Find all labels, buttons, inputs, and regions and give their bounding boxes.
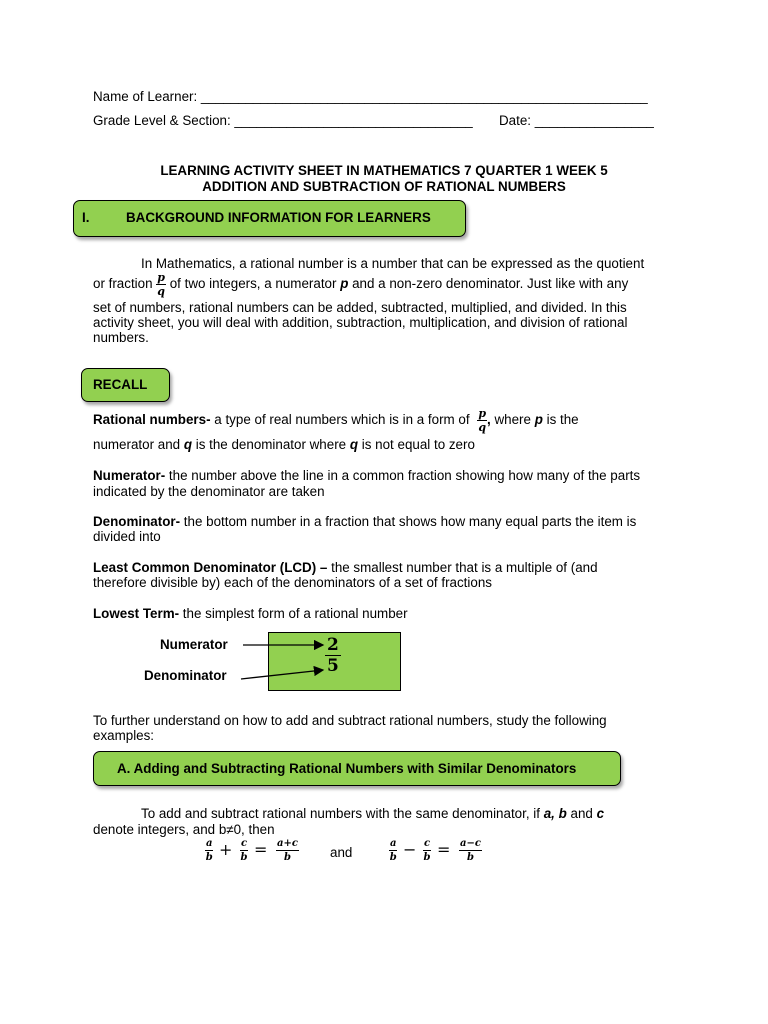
rule-text: and <box>570 806 593 821</box>
sheet-subtitle: ADDITION AND SUBTRACTION OF RATIONAL NUMBERS <box>202 179 566 194</box>
variable-p: p <box>340 276 349 292</box>
formula-frac-sum <box>276 838 299 863</box>
section-a-heading: A. Adding and Subtracting Rational Numbers with Similar Denominators <box>117 761 577 776</box>
def-text: where <box>494 412 531 428</box>
intro-line-1: In Mathematics, a rational number is a number that can be expressed as the quotient <box>141 256 645 271</box>
variable-c: c <box>596 806 605 821</box>
sheet-title: LEARNING ACTIVITY SHEET IN MATHEMATICS 7 QUARTER 1 WEEK 5 <box>160 163 608 178</box>
rule-line-2: denote integers, and b≠0, then <box>93 822 275 837</box>
further-line-2: examples: <box>93 728 155 743</box>
frac-den: b <box>423 852 431 863</box>
intro-text: or fraction <box>93 276 153 292</box>
variable-b: b <box>558 806 567 821</box>
def-numerator-line-2: indicated by the denominator are taken <box>93 484 325 499</box>
intro-text: and a non-zero denominator. Just like with any <box>352 276 629 292</box>
frac-num: a <box>206 838 213 849</box>
formula-frac-a-over-b <box>389 838 397 863</box>
def-text: the simplest form of a rational number <box>182 606 408 621</box>
frac-den: b <box>466 852 474 863</box>
fraction-denominator: q <box>478 421 487 434</box>
term-lowest-term: Lowest Term- <box>93 606 180 621</box>
def-text: is the <box>546 412 579 428</box>
variable-q: q <box>183 437 193 452</box>
frac-num: c <box>241 838 248 849</box>
frac-num: c <box>424 838 431 849</box>
diagram-numerator-label: Numerator <box>160 637 228 652</box>
frac-num: a−c <box>460 838 481 849</box>
section-a-box <box>93 751 621 786</box>
def-text: a type of real numbers which is in a form of <box>214 412 470 428</box>
term-lcd: Least Common Denominator (LCD) – <box>93 560 328 575</box>
term-rational-numbers: Rational numbers- <box>93 412 211 428</box>
learner-name-line: Name of Learner: ____________________________________________________________ <box>93 89 648 104</box>
diagram-denominator-label: Denominator <box>144 668 227 683</box>
fraction-denominator: q <box>157 285 165 298</box>
def-text: the number above the line in a common fraction showing how many of the parts <box>168 468 641 483</box>
fraction-numerator: p <box>478 407 487 420</box>
term-denominator: Denominator- <box>93 514 181 529</box>
intro-line-5: numbers. <box>93 330 149 345</box>
variable-q: q <box>349 437 359 452</box>
def-text: the smallest number that is a multiple of (and <box>331 560 598 575</box>
minus-sign: − <box>403 840 417 859</box>
intro-line-4: activity sheet, you will deal with addition, subtraction, multiplication, and division of rational <box>93 315 628 330</box>
frac-den: b <box>283 852 291 863</box>
intro-line-3: set of numbers, rational numbers can be added, subtracted, multiplied, and divided. In this <box>93 300 627 315</box>
formula-frac-c-over-b <box>423 838 431 863</box>
formula-frac-a-over-b <box>205 838 213 863</box>
fraction-numerator: p <box>157 271 165 284</box>
further-line-1: To further understand on how to add and subtract rational numbers, study the following <box>93 713 607 728</box>
formula-frac-c-over-b <box>240 838 248 863</box>
intro-text: of two integers, a numerator <box>169 276 337 292</box>
term-numerator: Numerator- <box>93 468 166 483</box>
def-lcd-line-2: therefore divisible by) each of the denominators of a set of fractions <box>93 575 492 590</box>
plus-sign: + <box>219 840 233 859</box>
def-text: numerator and <box>93 437 181 452</box>
def-text: is the denominator where <box>195 437 347 452</box>
equals-sign: = <box>437 840 451 859</box>
section-numeral: I. <box>82 210 90 225</box>
recall-label: RECALL <box>93 377 148 392</box>
grade-section-line: Grade Level & Section: ________________________________ <box>93 113 473 128</box>
frac-den: b <box>389 852 397 863</box>
frac-num: a+c <box>277 838 298 849</box>
formula-frac-difference <box>459 838 482 863</box>
def-denominator-line-2: divided into <box>93 529 161 544</box>
def-text: the bottom number in a fraction that shows how many equal parts the item is <box>183 514 637 529</box>
variable-a: a, <box>543 806 555 821</box>
frac-den: b <box>240 852 248 863</box>
date-line: Date: ________________ <box>499 113 654 128</box>
rule-text: To add and subtract rational numbers with the same denominator, if <box>141 806 540 821</box>
rule-line-1 <box>141 806 604 822</box>
section-heading: BACKGROUND INFORMATION FOR LEARNERS <box>126 210 431 225</box>
frac-den: b <box>205 852 213 863</box>
def-text: is not equal to zero <box>361 437 475 452</box>
diagram-fraction-numerator: 2 <box>327 635 339 655</box>
and-word: and <box>330 845 353 860</box>
denominator-arrow <box>241 670 323 679</box>
variable-p: p <box>534 412 543 428</box>
comma: , <box>487 412 491 428</box>
diagram-fraction-denominator: 5 <box>327 656 339 676</box>
equals-sign: = <box>254 840 268 859</box>
frac-num: a <box>390 838 397 849</box>
